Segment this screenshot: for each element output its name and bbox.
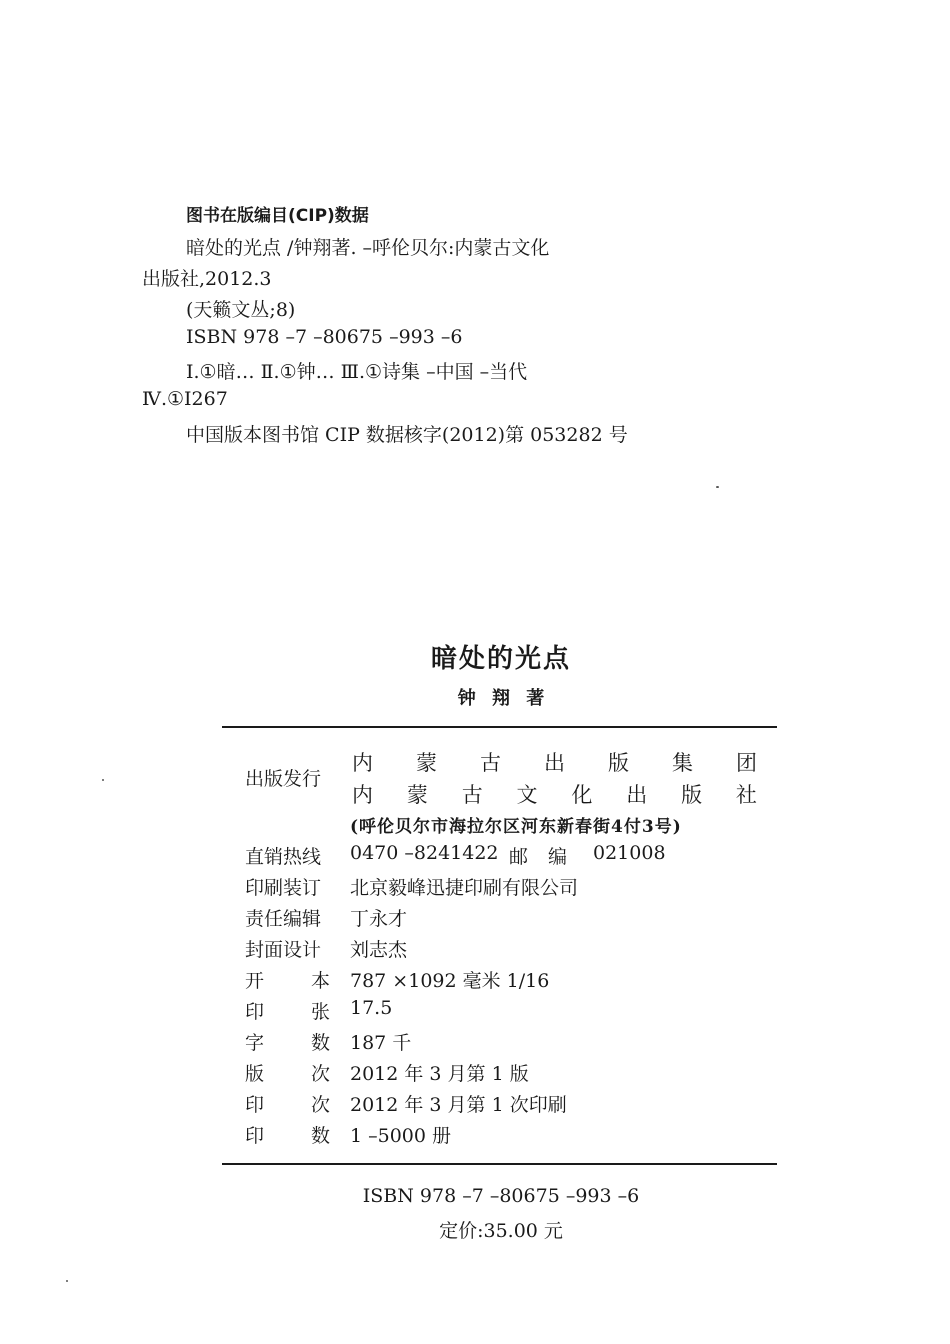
bottom-rule [222,1163,777,1165]
book-title: 暗处的光点 [430,644,571,674]
printer-value: 北京毅峰迅捷印刷有限公司 [350,877,579,899]
hotline-value: 0470 –8241422 [350,842,499,864]
postcode-value: 021008 [593,842,666,864]
cip-line-isbn: ISBN 978 –7 –80675 –993 –6 [186,326,463,348]
cip-heading: 图书在版编目(CIP)数据 [186,206,369,226]
cip-line-subjects: Ⅰ.①暗… Ⅱ.①钟… Ⅲ.①诗集 –中国 –当代 [186,361,528,383]
format-value: 787 ×1092 毫米 1/16 [350,970,550,992]
cip-line-record-number: 中国版本图书馆 CIP 数据核字(2012)第 053282 号 [186,424,628,446]
cover-design-label: 封面设计 [245,939,322,961]
edition-value: 2012 年 3 月第 1 版 [350,1063,529,1085]
printing-label: 印 次 [245,1094,330,1116]
sheets-value: 17.5 [350,997,393,1019]
copies-label: 印 数 [245,1125,330,1147]
publisher-address: (呼伦贝尔市海拉尔区河东新春街4付3号) [350,817,682,837]
format-label: 开 本 [245,970,330,992]
scan-speck [102,779,104,781]
word-count-label: 字 数 [245,1032,330,1054]
copies-value: 1 –5000 册 [350,1125,452,1147]
top-rule [222,726,777,728]
editor-value: 丁永才 [350,908,408,930]
cip-line-classification: Ⅳ.①I267 [142,388,228,410]
book-author: 钟 翔 著 [457,688,545,709]
cip-line-title: 暗处的光点 /钟翔著. –呼伦贝尔:内蒙古文化 [186,237,550,259]
printer-label: 印刷装订 [245,877,322,899]
printing-value: 2012 年 3 月第 1 次印刷 [350,1094,567,1116]
editor-label: 责任编辑 [245,908,322,930]
word-count-value: 187 千 [350,1032,412,1054]
publisher-label: 出版发行 [245,768,322,790]
postcode-label: 邮 编 [509,846,568,868]
footer-isbn: ISBN 978 –7 –80675 –993 –6 [362,1185,640,1207]
cover-design-value: 刘志杰 [350,939,408,961]
publisher-press-name: 内 蒙 古 文 化 出 版 社 [352,783,757,807]
publisher-group [352,747,757,777]
footer-price: 定价:35.00 元 [439,1220,563,1242]
scan-speck [66,1280,68,1282]
sheets-label: 印 张 [245,1001,330,1023]
cip-line-series: (天籁文丛;8) [186,299,296,321]
publisher-press [352,779,757,809]
publisher-group-name: 内 蒙 古 出 版 集 团 [352,751,757,775]
scan-speck [716,486,719,488]
cip-line-publisher: 出版社,2012.3 [142,268,272,290]
edition-label: 版 次 [245,1063,330,1085]
hotline-label: 直销热线 [245,846,322,868]
